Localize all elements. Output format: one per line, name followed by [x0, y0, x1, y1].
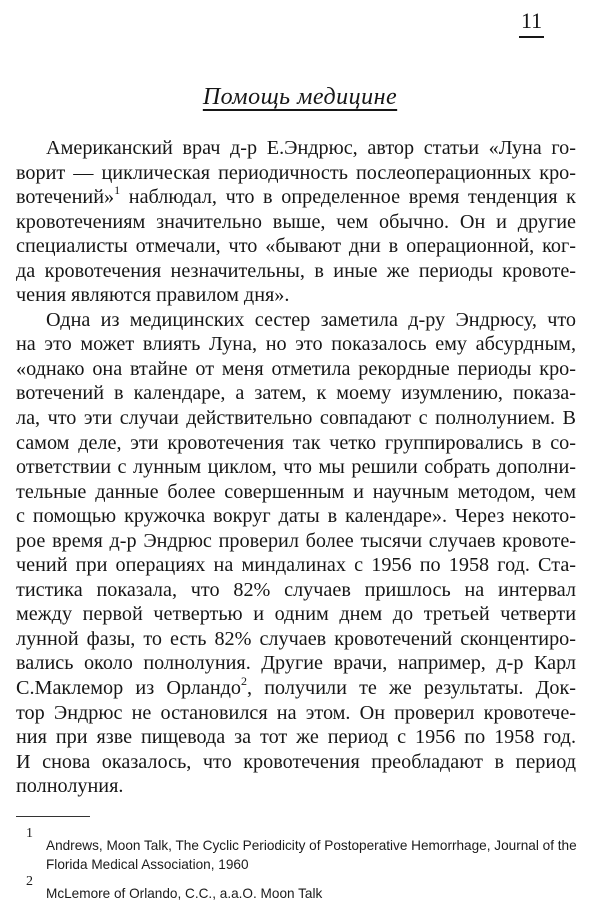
- text-line-content: тор Эндрюс не остановился на этом. Он проверил кровотече-: [16, 701, 576, 724]
- text-line-content: И снова оказалось, что кровотечения преобладают в период: [16, 750, 576, 773]
- text-line-content: полнолуния.: [16, 775, 124, 798]
- text-line: [16, 357, 576, 382]
- text-line: [16, 701, 576, 726]
- text-line: [16, 774, 576, 799]
- text-line: [16, 578, 576, 603]
- page-title: [0, 84, 600, 111]
- text-line-content: «однако она втайне от меня отметила рекордные периоды кро-: [16, 357, 576, 380]
- text-line-content: специалисты отмечали, что «бывают дни в операционной, ког-: [16, 235, 576, 258]
- body-text: [16, 136, 576, 799]
- text-line-continuation: наблюдал, что в определенное время тенденция к: [120, 186, 576, 209]
- text-line-content: тистика показала, что 82% случаев пришлось на интервал: [16, 578, 576, 601]
- text-line-content: вотечений в календаре, а затем, к моему изумлению, показа-: [16, 382, 576, 405]
- footnote-item: [26, 826, 586, 874]
- text-line: [16, 504, 576, 529]
- text-line-content: тельные данные более совершенным и научным методом, чем: [16, 480, 576, 503]
- text-line-content: ответствии с лунным циклом, что мы решили собрать дополни-: [16, 456, 576, 479]
- text-line-content: самом деле, эти кровотечения так четко группировались в со-: [16, 431, 576, 454]
- text-line: [16, 161, 576, 186]
- text-line: [16, 676, 576, 701]
- text-line-content: С.Маклемор из Орландо: [16, 677, 242, 700]
- text-line: [16, 210, 576, 235]
- footnote-text: McLemore of Orlando, C.C., a.a.O. Moon Talk: [46, 886, 323, 901]
- text-line: [16, 480, 576, 505]
- footnote-divider: [16, 816, 90, 817]
- text-line: [16, 332, 576, 357]
- footnote-number: 2: [26, 874, 33, 889]
- text-line: [16, 627, 576, 652]
- text-line: [16, 234, 576, 259]
- text-line-content: да кровотечения незначительны, в иные же периоды кровоте-: [16, 259, 576, 282]
- page-title-text: Помощь медицине: [202, 84, 398, 110]
- text-line-content: ния при язве пищевода за тот же период с 1956 по 1958 год.: [16, 726, 576, 749]
- text-line-content: вотечений»: [16, 186, 115, 209]
- text-line-content: на это может влиять Луна, но это показалось ему абсурдным,: [16, 333, 576, 356]
- text-line-content: между первой четвертью и одним днем до третьей четверти: [16, 603, 576, 626]
- text-line: [16, 455, 576, 480]
- text-line-content: рое время д-р Эндрюс проверил более тысячи случаев кровоте-: [16, 529, 576, 552]
- footnote-reference[interactable]: 2: [241, 674, 248, 689]
- text-line-content: ла, что эти случаи действительно совпадают с полнолунием. В: [16, 407, 576, 430]
- footnote-item: [26, 874, 586, 903]
- text-line-continuation: , получили те же результаты. Док-: [247, 677, 576, 700]
- footnotes: [26, 826, 586, 903]
- text-line: [16, 750, 576, 775]
- text-line: [16, 602, 576, 627]
- text-line-content: вались около полнолуния. Другие врачи, например, д-р Карл: [16, 652, 576, 675]
- text-line: [16, 308, 576, 333]
- text-line-content: ворит — циклическая периодичность послеоперационных кро-: [16, 161, 576, 184]
- text-line-content: Одна из медицинских сестер заметила д-ру Эндрюсу, что: [46, 308, 576, 331]
- text-line: [16, 185, 576, 210]
- text-line: [16, 725, 576, 750]
- text-line-content: с помощью кружочка вокруг даты в календаре». Через некото-: [16, 505, 576, 528]
- text-line: [16, 651, 576, 676]
- footnote-number: 1: [26, 826, 33, 841]
- text-line-content: чения являются правилом дня».: [16, 284, 290, 307]
- text-line-content: лунной фазы, то есть 82% случаев кровотечений сконцентиро-: [16, 627, 576, 650]
- text-line: [16, 431, 576, 456]
- text-line-content: чений при операциях на миндалинах с 1956 по 1958 год. Ста-: [16, 554, 576, 577]
- text-line: [16, 529, 576, 554]
- footnote-reference[interactable]: 1: [114, 183, 121, 198]
- text-line: [16, 283, 576, 308]
- text-line: [16, 381, 576, 406]
- text-line: [16, 406, 576, 431]
- text-line: [16, 136, 576, 161]
- text-line-content: Американский врач д-р Е.Эндрюс, автор статьи «Луна го-: [46, 137, 576, 159]
- page-number: 11: [519, 8, 544, 38]
- text-line: [16, 553, 576, 578]
- text-line: [16, 259, 576, 284]
- footnote-text: Andrews, Moon Talk, The Cyclic Periodicity of Postoperative Hemorrhage, Journal of the Florida Medical Association, 1960: [46, 838, 577, 872]
- text-line-content: кровотечениям значительно выше, чем обычно. Он и другие: [16, 210, 576, 233]
